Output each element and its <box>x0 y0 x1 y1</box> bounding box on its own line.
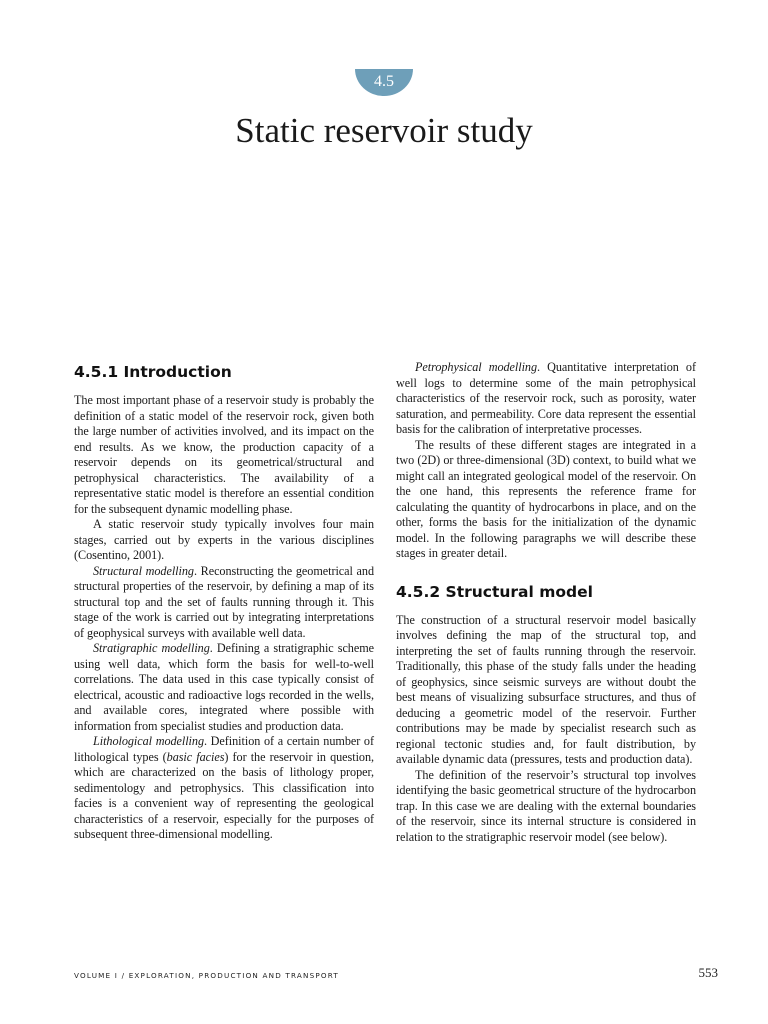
paragraph-text: . Definition of a certain number of lithological types ( <box>74 734 374 764</box>
paragraph: The definition of the reservoir’s structural top involves identifying the basic geometrical structure of the hydrocarbon trap. In this case we are dealing with the external boundaries of the reservoir, since its internal structure is considered in relation to the stratigraphic reservoir model (see below). <box>396 767 696 844</box>
paragraph-text: . Reconstructing the geometrical and structural properties of the reservoir, by defining a map of its structural top and the set of faults running through it. This stage of the work is carried out by integrating interpretations of geophysical surveys with available well data. <box>74 563 374 640</box>
term-petrophysical-modelling: Petrophysical modelling <box>415 360 537 374</box>
paragraph: The results of these different stages are integrated in a two (2D) or three-dimensional (3D) context, to build what we might call an integrated geological model of the reservoir. On the one hand, this represents the reference frame for calculating the quantity of hydrocarbons in place, and on the other, forms the basis for the initialization of the dynamic model. In the following paragraphs we will describe these stages in greater detail. <box>396 437 696 560</box>
paragraph: The most important phase of a reservoir study is probably the definition of a static model of the reservoir rock, given both the large number of activities involved, and its impact on the end results. As we know, the production capacity of a reservoir depends on its geometrical/structural and petrophysical characteristics. The availability of a representative static model is therefore an essential condition for the subsequent dynamic modelling phase. <box>74 393 374 516</box>
paragraph: A static reservoir study typically involves four main stages, carried out by experts in the various disciplines (Cosentino, 2001). <box>74 517 374 562</box>
section-heading-structural-model: 4.5.2 Structural model <box>396 582 593 601</box>
paragraph-text: . Quantitative interpretation of well logs to determine some of the main petrophysical characteristics of the reservoir rock, such as porosity, water saturation, and permeability. Core data represent the essential basis for the calibration of interpretative processes. <box>396 360 696 436</box>
paragraph <box>396 360 696 438</box>
term-lithological-modelling: Lithological modelling <box>93 734 204 748</box>
term-structural-modelling: Structural modelling <box>93 563 194 578</box>
paragraph <box>74 734 374 843</box>
paragraph <box>74 564 374 642</box>
term-basic-facies: basic facies <box>166 749 225 764</box>
term-stratigraphic-modelling: Stratigraphic modelling <box>93 641 210 655</box>
page-title: Static reservoir study <box>235 111 533 150</box>
paragraph: The construction of a structural reservoir model basically involves defining the map of the structural top, and interpreting the set of faults running through the reservoir. Traditionally, this phase of the study falls under the heading of geophysics, since seismic surveys are without doubt the best means of visualizing subsurface structures, and thus of deducing a geometric model of the reservoir. Further contributions may be made by specialist research such as regional tectonic studies and, for fault distribution, by available dynamic data (pressures, tests and production data). <box>396 612 696 766</box>
paragraph-text: ) for the reservoir in question, which are characterized on the basis of lithology proper, sedimentology and petrophysics. This classification into facies is a convenient way of representing the geological characteristics of a reservoir, especially for the purposes of subsequent three-dimensional modelling. <box>74 749 374 841</box>
section-number-badge: 4.5 <box>355 69 413 96</box>
section-heading-introduction: 4.5.1 Introduction <box>74 363 232 381</box>
paragraph-text: . Defining a stratigraphic scheme using well data, which form the basis for well-to-well correlations. The data used in this case typically consist of electrical, acoustic and radioactive logs recorded in the wells, and available cores, integrated where possible with information from specialist studies and production data. <box>74 641 374 733</box>
right-column <box>396 360 696 845</box>
running-footer: VOLUME I / EXPLORATION, PRODUCTION AND TRANSPORT <box>74 971 340 980</box>
page-number: 553 <box>698 965 718 980</box>
paragraph <box>74 641 374 734</box>
left-column <box>74 360 374 843</box>
